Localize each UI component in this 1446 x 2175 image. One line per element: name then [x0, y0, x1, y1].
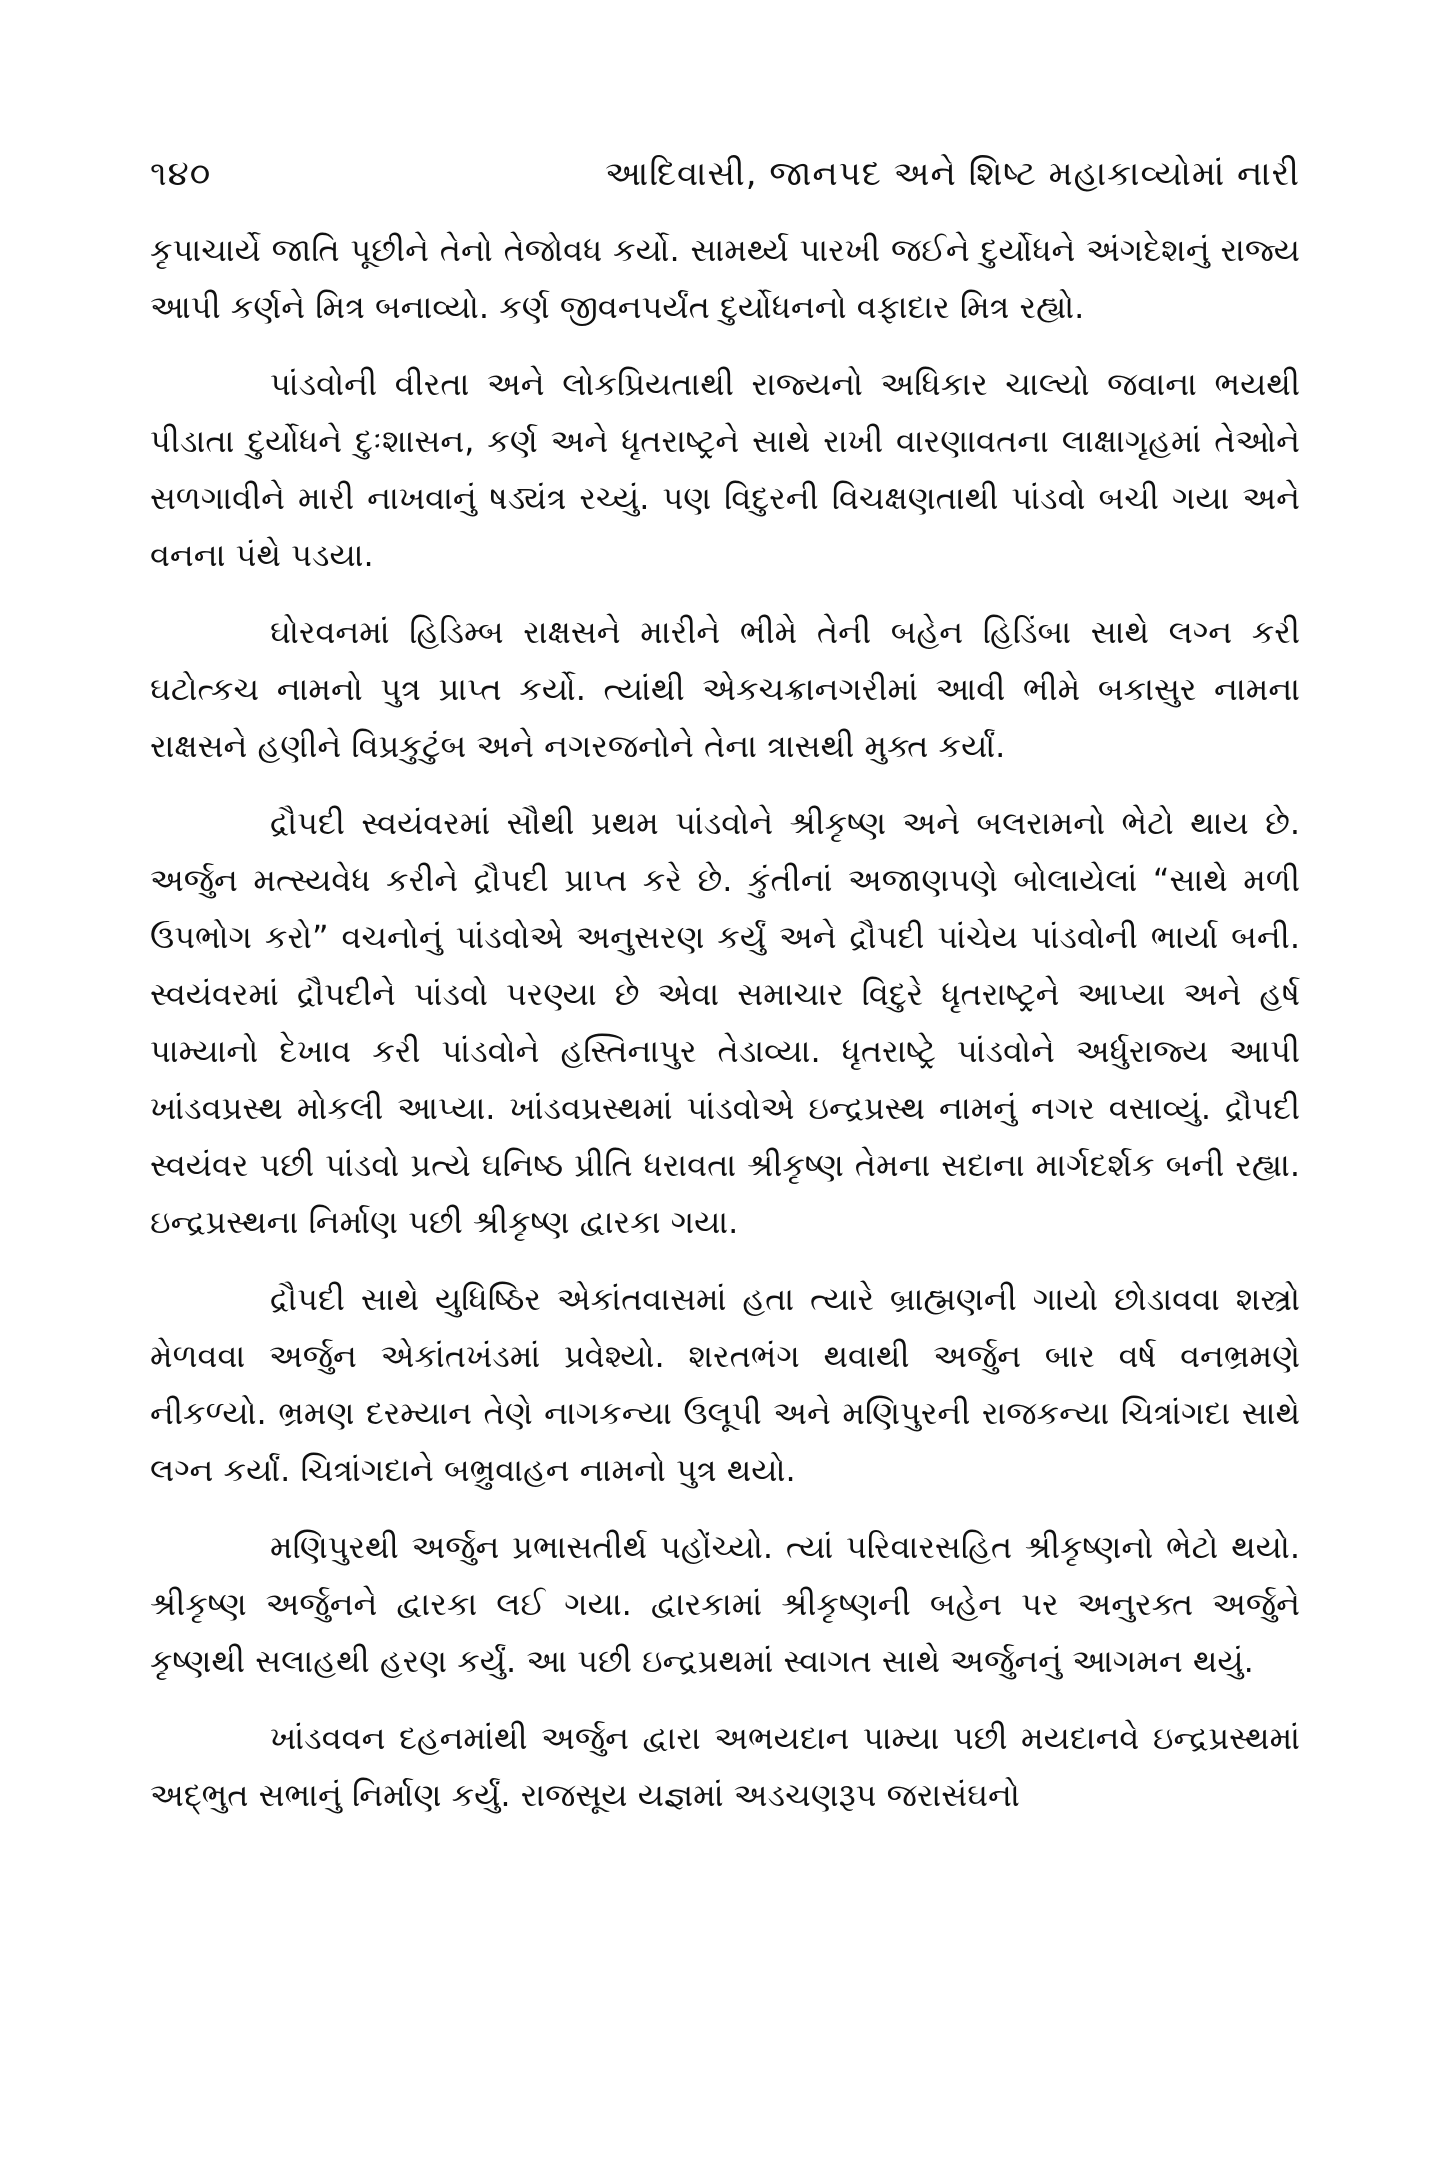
running-title: આદિવાસી, જાનપદ અને શિષ્ટ મહાકાવ્યોમાં નારી [605, 154, 1300, 194]
paragraph: ખાંડવવન દહનમાંથી અર્જુન દ્વારા અભયદાન પામ્યા પછી મયદાનવે ઇન્દ્રપ્રસ્થમાં અદ્ભુત સભાનું નિર્માણ કર્યું. રાજસૂય યજ્ઞમાં અડચણરૂપ જરાસંઘનો [150, 1719, 1300, 1814]
paragraph: મણિપુરથી અર્જુન પ્રભાસતીર્થ પહોંચ્યો. ત્યાં પરિવારસહિત શ્રીકૃષ્ણનો ભેટો થયો. શ્રીકૃષ્ણ અર્જુનને દ્વારકા લઈ ગયા. દ્વારકામાં શ્રીકૃષ્ણની બહેન પર અનુરક્ત અર્જુને કૃષ્ણથી સલાહથી હરણ કર્યું. આ પછી ઇન્દ્રપ્રથમાં સ્વાગત સાથે અર્જુનનું આગમન થયું. [150, 1528, 1300, 1680]
page-header [150, 150, 1300, 198]
page-number: ૧૪૦ [150, 154, 212, 194]
paragraph: ઘોરવનમાં હિડિમ્બ રાક્ષસને મારીને ભીમે તેની બહેન હિડિંબા સાથે લગ્ન કરી ઘટોત્કચ નામનો પુત્ર પ્રાપ્ત કર્યો. ત્યાંથી એકચક્રાનગરીમાં આવી ભીમે બકાસુર નામના રાક્ષસને હણીને વિપ્રકુટુંબ અને નગરજનોને તેના ત્રાસથી મુક્ત કર્યાં. [150, 613, 1300, 765]
page-body [150, 222, 1300, 1824]
paragraph: દ્રૌપદી સાથે યુધિષ્ઠિર એકાંતવાસમાં હતા ત્યારે બ્રાહ્મણની ગાયો છોડાવવા શસ્ત્રો મેળવવા અર્જુન એકાંતખંડમાં પ્રવેશ્યો. શરતભંગ થવાથી અર્જુન બાર વર્ષ વનભ્રમણે નીકળ્યો. ભ્રમણ દરમ્યાન તેણે નાગકન્યા ઉલૂપી અને મણિપુરની રાજકન્યા ચિત્રાંગદા સાથે લગ્ન કર્યાં. ચિત્રાંગદાને બભ્રુવાહન નામનો પુત્ર થયો. [150, 1280, 1300, 1489]
paragraph: દ્રૌપદી સ્વયંવરમાં સૌથી પ્રથમ પાંડવોને શ્રીકૃષ્ણ અને બલરામનો ભેટો થાય છે. અર્જુન મત્સ્યવેધ કરીને દ્રૌપદી પ્રાપ્ત કરે છે. કુંતીનાં અજાણપણે બોલાયેલાં “સાથે મળી ઉપભોગ કરો” વચનોનું પાંડવોએ અનુસરણ કર્યું અને દ્રૌપદી પાંચેય પાંડવોની ભાર્યા બની. સ્વયંવરમાં દ્રૌપદીને પાંડવો પરણ્યા છે એવા સમાચાર વિદુરે ધૃતરાષ્ટ્રને આપ્યા અને હર્ષ પામ્યાનો દેખાવ કરી પાંડવોને હસ્તિનાપુર તેડાવ્યા. ધૃતરાષ્ટ્રે પાંડવોને અર્ધુરાજ્ય આપી ખાંડવપ્રસ્થ મોકલી આપ્યા. ખાંડવપ્રસ્થમાં પાંડવોએ ઇન્દ્રપ્રસ્થ નામનું નગર વસાવ્યું. દ્રૌપદી સ્વયંવર પછી પાંડવો પ્રત્યે ઘનિષ્ઠ પ્રીતિ ધરાવતા શ્રીકૃષ્ણ તેમના સદાના માર્ગદર્શક બની રહ્યા. ઇન્દ્રપ્રસ્થના નિર્માણ પછી શ્રીકૃષ્ણ દ્વારકા ગયા. [150, 804, 1300, 1241]
paragraph: કૃપાચાર્યે જાતિ પૂછીને તેનો તેજોવધ કર્યો. સામર્થ્ય પારખી જઈને દુર્યોધને અંગદેશનું રાજ્ય આપી કર્ણને મિત્ર બનાવ્યો. કર્ણ જીવનપર્યંત દુર્યોધનનો વફાદાર મિત્ર રહ્યો. [150, 231, 1300, 326]
book-page [150, 150, 1300, 1844]
paragraph: પાંડવોની વીરતા અને લોકપ્રિયતાથી રાજ્યનો અધિકાર ચાલ્યો જવાના ભયથી પીડાતા દુર્યોધને દુઃશાસન, કર્ણ અને ધૃતરાષ્ટ્રને સાથે રાખી વારણાવતના લાક્ષાગૃહમાં તેઓને સળગાવીને મારી નાખવાનું ષડ્યંત્ર રચ્યું. પણ વિદુરની વિચક્ષણતાથી પાંડવો બચી ગયા અને વનના પંથે પડયા. [150, 365, 1300, 574]
